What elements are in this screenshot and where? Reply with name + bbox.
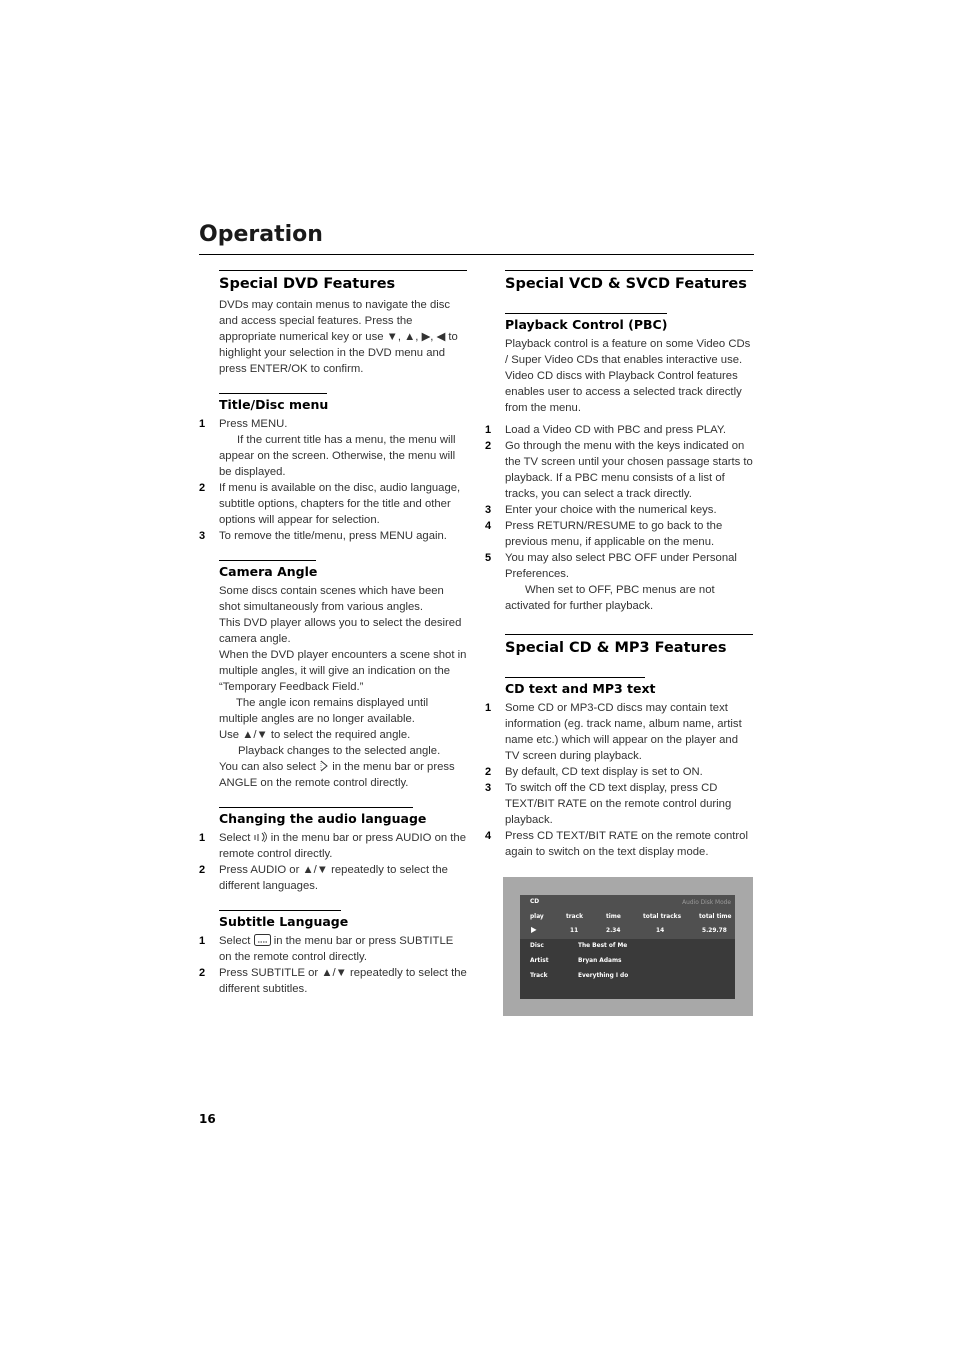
osd-info-label: Disc — [530, 941, 544, 949]
list-item: 1 Some CD or MP3-CD discs may contain text information (eg. track name, album name, artist name etc.) which will appear on the player and TV screen during playback. — [485, 702, 742, 762]
osd-mode: Audio Disk Mode — [682, 898, 731, 906]
heading-special-dvd: Special DVD Features — [219, 276, 396, 292]
subsection-rule — [219, 807, 413, 808]
subsection-rule — [505, 313, 667, 314]
list-item: 2 Press SUBTITLE or ▲/▼ repeatedly to select the different subtitles. — [199, 967, 467, 995]
angle-icon — [319, 760, 329, 772]
osd-header-time: time — [606, 912, 621, 920]
heading-cd-text: CD text and MP3 text — [505, 681, 656, 696]
heading-special-cd: Special CD & MP3 Features — [505, 640, 727, 656]
subsection-rule — [505, 677, 645, 678]
osd-info-label: Track — [530, 971, 548, 979]
camera-para: Use ▲/▼ to select the required angle. — [219, 729, 411, 741]
pbc-intro: Playback control is a feature on some Video CDs / Super Video CDs that enables interactive use. Video CD discs with Playback Control features enables user to access a selected track directly from the menu. — [505, 338, 751, 414]
camera-note: The angle icon remains displayed until multiple angles are no longer available. — [219, 697, 429, 725]
camera-para: Some discs contain scenes which have been shot simultaneously from various angles. — [219, 585, 444, 613]
play-icon: ▶ — [531, 925, 537, 934]
osd-info-value: Everything I do — [578, 971, 629, 979]
section-rule — [505, 270, 753, 271]
camera-para: When the DVD player encounters a scene shot in multiple angles, it will give an indication on the “Temporary Feedback Field.” — [219, 649, 467, 693]
heading-camera-angle: Camera Angle — [219, 564, 318, 579]
osd-header-total-tracks: total tracks — [643, 912, 682, 920]
osd-value-total-tracks: 14 — [656, 926, 665, 934]
list-item: 2 Go through the menu with the keys indicated on the TV screen until your chosen passage starts to playback. If a PBC menu consists of a list of tracks, you can select a track directly. — [485, 440, 753, 500]
heading-special-vcd: Special VCD & SVCD Features — [505, 276, 747, 292]
camera-para: This DVD player allows you to select the desired camera angle. — [219, 617, 462, 645]
list-item: 4 Press RETURN/RESUME to go back to the previous menu, if applicable on the menu. — [485, 520, 723, 548]
osd-info-label: Artist — [530, 956, 549, 964]
camera-para: You can also select in the menu bar or press ANGLE on the remote control directly. — [219, 761, 455, 789]
list-item: 1 Select in the menu bar or press AUDIO on the remote control directly. — [199, 832, 466, 860]
osd-source: CD — [530, 897, 540, 905]
section-rule — [505, 634, 753, 635]
list-item: 1 Load a Video CD with PBC and press PLAY. — [485, 424, 727, 436]
subsection-rule — [219, 910, 341, 911]
osd-screen — [520, 895, 735, 999]
subsection-rule — [219, 393, 327, 394]
list-item: 1 Press MENU. If the current title has a menu, the menu will appear on the screen. Otherwise, the menu will be displayed. — [199, 418, 456, 478]
list-item: 3 To switch off the CD text display, press CD TEXT/BIT RATE on the remote control during playback. — [485, 782, 732, 826]
camera-note: Playback changes to the selected angle. — [238, 745, 441, 757]
osd-info-value: Bryan Adams — [578, 956, 622, 964]
left-column — [199, 270, 467, 997]
section-rule — [219, 270, 467, 271]
subsection-rule — [219, 560, 316, 561]
list-item: 2 If menu is available on the disc, audio language, subtitle options, chapters for the title and other options will appear for selection. — [199, 482, 461, 526]
audio-icon — [254, 831, 268, 843]
list-item: 4 Press CD TEXT/BIT RATE on the remote control again to switch on the text display mode. — [485, 830, 748, 858]
list-item: 2 By default, CD text display is set to ON. — [485, 766, 703, 778]
title-rule — [199, 254, 754, 255]
page-title: Operation — [199, 222, 323, 247]
list-item: 3 To remove the title/menu, press MENU again. — [199, 530, 447, 542]
osd-illustration — [503, 877, 753, 1016]
osd-header-track: track — [566, 912, 583, 920]
osd-info-value: The Best of Me — [578, 941, 628, 949]
list-item: 1 Select in the menu bar or press SUBTITLE on the remote control directly. — [199, 935, 454, 963]
heading-title-disc-menu: Title/Disc menu — [219, 397, 329, 412]
osd-header-play: play — [530, 912, 544, 920]
heading-playback-control: Playback Control (PBC) — [505, 317, 668, 332]
right-column — [485, 270, 753, 860]
osd-value-time: 2.34 — [606, 926, 621, 934]
page-number: 16 — [199, 1112, 216, 1126]
list-item: 3 Enter your choice with the numerical keys. — [485, 504, 717, 516]
heading-subtitle-language: Subtitle Language — [219, 914, 349, 929]
osd-value-track: 11 — [570, 926, 579, 934]
dvd-intro: DVDs may contain menus to navigate the disc and access special features. Press the appropriate numerical key or use ▼, ▲, ▶, ◀ to highlight your selection in the DVD menu and press ENTER/OK to confirm. — [219, 299, 458, 375]
osd-header-total-time: total time — [699, 912, 732, 920]
heading-audio-language: Changing the audio language — [219, 811, 427, 826]
subtitle-icon — [254, 934, 271, 946]
osd-value-total-time: 5.29.78 — [702, 926, 727, 934]
list-item: 2 Press AUDIO or ▲/▼ repeatedly to select the different languages. — [199, 864, 448, 892]
list-item: 5 You may also select PBC OFF under Personal Preferences. When set to OFF, PBC menus are not activated for further playback. — [485, 552, 737, 612]
